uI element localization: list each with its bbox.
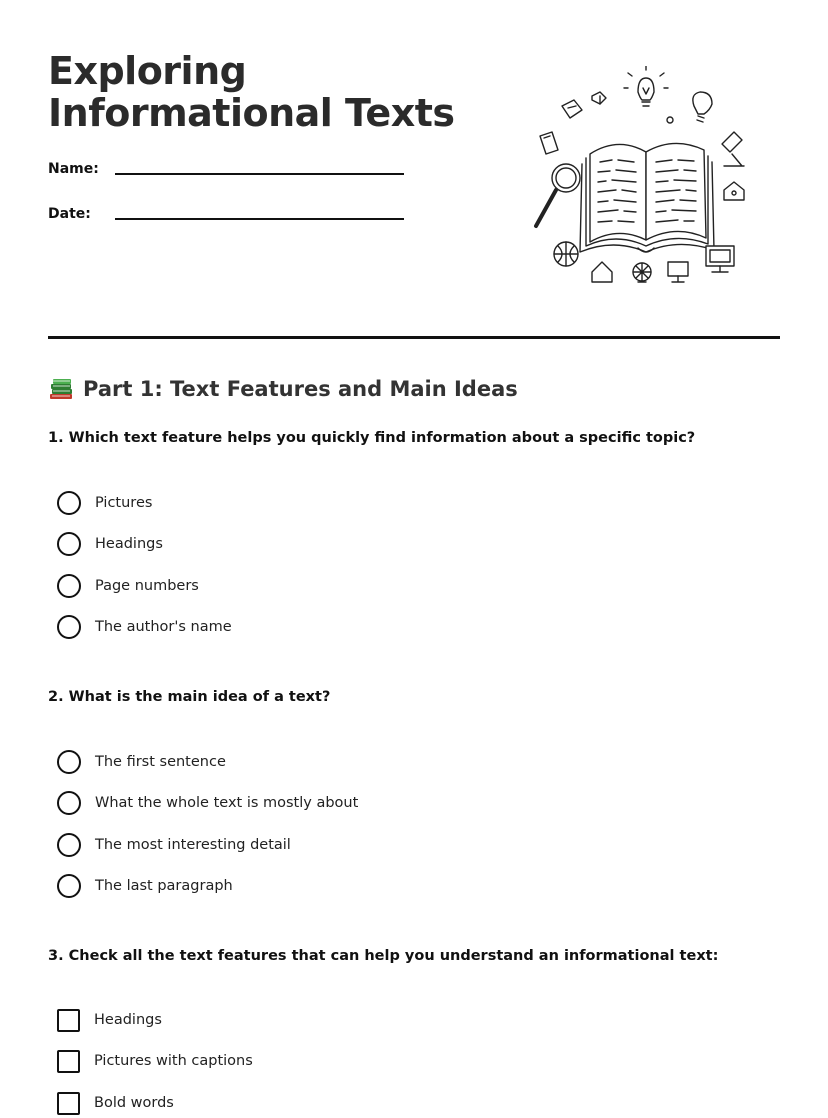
option-label: Headings	[94, 1012, 162, 1028]
radio-button[interactable]	[57, 574, 81, 598]
question-3-prompt: 3. Check all the text features that can help you understand an informational text:	[48, 948, 719, 964]
part1-title: Part 1: Text Features and Main Ideas	[83, 377, 518, 401]
option-label: Pictures with captions	[94, 1053, 253, 1069]
name-field[interactable]	[48, 160, 408, 190]
clipboard-icon	[540, 132, 558, 154]
question-2-prompt: 2. What is the main idea of a text?	[48, 689, 331, 705]
radio-button[interactable]	[57, 615, 81, 639]
q2-option-1[interactable]	[57, 750, 226, 774]
globe-icon	[554, 242, 578, 266]
name-line[interactable]	[115, 173, 404, 175]
q2-option-4[interactable]	[57, 874, 233, 898]
part1-heading	[48, 374, 518, 404]
option-label: The most interesting detail	[95, 837, 291, 853]
checkbox[interactable]	[57, 1092, 80, 1115]
q2-option-3[interactable]	[57, 833, 291, 857]
q2-option-2[interactable]	[57, 791, 358, 815]
radio-button[interactable]	[57, 874, 81, 898]
option-label: Headings	[95, 536, 163, 552]
house-icon	[724, 182, 744, 200]
option-label: Pictures	[95, 495, 153, 511]
q1-option-3[interactable]	[57, 574, 199, 598]
radio-button[interactable]	[57, 791, 81, 815]
option-label: What the whole text is mostly about	[95, 795, 359, 811]
globe-icon	[633, 263, 651, 282]
open-book-with-icons-illustration	[528, 66, 754, 292]
books-icon	[48, 376, 74, 402]
option-label: The author's name	[95, 619, 232, 635]
puzzle-icon	[562, 100, 582, 118]
section-divider	[48, 336, 780, 339]
magnifying-glass-icon	[536, 164, 580, 226]
option-label: The first sentence	[95, 754, 226, 770]
lightbulb-icon	[693, 92, 712, 122]
lightbulb-icon	[624, 66, 668, 106]
radio-button[interactable]	[57, 833, 81, 857]
radio-button[interactable]	[57, 750, 81, 774]
option-label: Bold words	[94, 1095, 174, 1111]
question-1-prompt: 1. Which text feature helps you quickly find information about a specific topic?	[48, 430, 696, 446]
monitor-icon	[668, 262, 688, 282]
radio-button[interactable]	[57, 532, 81, 556]
q1-option-2[interactable]	[57, 532, 163, 556]
computer-icon	[706, 246, 734, 272]
q1-option-4[interactable]	[57, 615, 232, 639]
option-label: The last paragraph	[95, 878, 233, 894]
checkbox[interactable]	[57, 1050, 80, 1073]
house-icon	[592, 262, 612, 282]
q1-option-1[interactable]	[57, 491, 152, 515]
date-field[interactable]	[48, 205, 408, 235]
q3-option-2[interactable]	[57, 1049, 253, 1073]
checkbox[interactable]	[57, 1009, 80, 1032]
name-label: Name:	[48, 161, 99, 177]
q3-option-3[interactable]	[57, 1091, 174, 1115]
open-book-icon	[580, 143, 714, 252]
q3-option-1[interactable]	[57, 1008, 162, 1032]
option-label: Page numbers	[95, 578, 199, 594]
radio-button[interactable]	[57, 491, 81, 515]
date-label: Date:	[48, 206, 91, 222]
cube-icon	[592, 92, 606, 104]
date-line[interactable]	[115, 218, 404, 220]
page-title: Exploring Informational Texts	[48, 49, 455, 135]
gear-icon	[667, 117, 673, 123]
microscope-icon	[722, 132, 744, 166]
